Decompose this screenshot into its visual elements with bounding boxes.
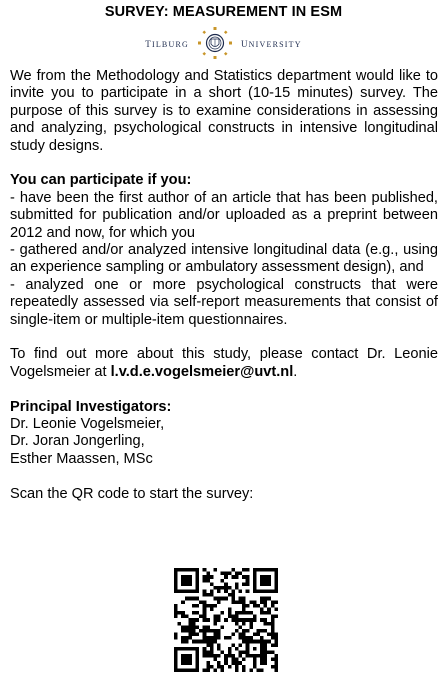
- investigator-name: Dr. Joran Jongerling,: [10, 433, 145, 450]
- investigators-heading: Principal Investigators:: [10, 398, 172, 415]
- university-seal-icon: [195, 26, 235, 60]
- investigator-name: Dr. Leonie Vogelsmeier,: [10, 416, 165, 433]
- qr-code-icon[interactable]: [174, 568, 278, 672]
- logo-word-right: university: [240, 35, 302, 50]
- contact-text: To find out more about this study, please contact Dr. Leonie Vogelsmeier at: [10, 346, 438, 380]
- page-title: SURVEY: MEASUREMENT IN ESM: [104, 4, 343, 20]
- contact-email[interactable]: l.v.d.e.vogelsmeier@uvt.nl: [110, 363, 294, 380]
- qr-prompt: Scan the QR code to start the survey:: [10, 485, 254, 502]
- university-logo: [0, 24, 447, 62]
- investigator-name: Esther Maassen, MSc: [10, 450, 153, 467]
- flyer-body: [10, 68, 438, 503]
- contact-suffix: .: [293, 363, 298, 380]
- eligibility-item: - have been the first author of an article that has been published, submitted for publication and/or uploaded as a preprint between 2012 and now, for which you: [10, 189, 438, 241]
- eligibility-item: - analyzed one or more psychological constructs that were repeatedly assessed via self-report measurements that consist of single-item or multiple-item questionnaires.: [10, 276, 438, 328]
- logo-word-left: tilburg: [145, 35, 189, 50]
- intro-paragraph: We from the Methodology and Statistics department would like to invite you to participate in a short (10-15 minutes) survey. The purpose of this survey is to examine considerations in assessing and analyzing, psychological constructs in intensive longitudinal study designs.: [10, 68, 438, 154]
- eligibility-item: - gathered and/or analyzed intensive longitudinal data (e.g., using an experience sampling or ambulatory assessment design), and: [10, 242, 438, 276]
- eligibility-heading: You can participate if you:: [10, 172, 192, 189]
- contact-paragraph: [10, 346, 438, 381]
- qr-code[interactable]: [174, 568, 278, 672]
